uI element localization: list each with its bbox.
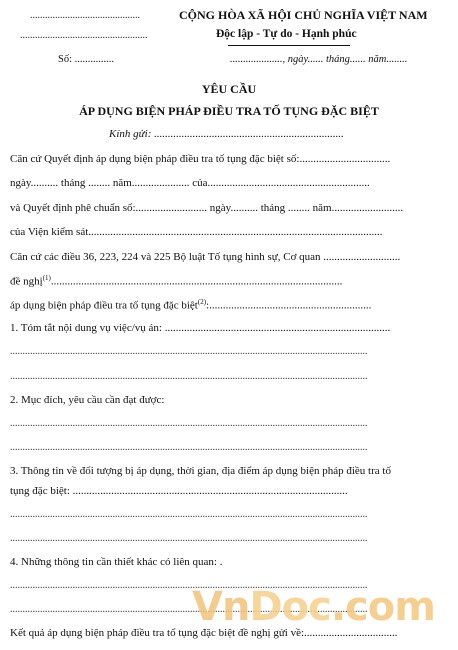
watermark-part-vn: Vn [192, 584, 250, 630]
document-subtitle: ÁP DỤNG BIỆN PHÁP ĐIỀU TRA TỐ TỤNG ĐẶC BIỆT [79, 104, 379, 118]
section-1-summary: 1. Tóm tắt nội dung vụ việc/vụ án: .................................................................................. [10, 322, 391, 334]
agency-name-line-1: ............................................ [30, 10, 140, 21]
approval-decision-line: và Quyết định phê chuẩn số:.......................... ngày.......... tháng ........ năm.......................... [10, 202, 404, 214]
basis-decision-line: Căn cứ Quyết định áp dụng biện pháp điều tra tố tụng đặc biệt số:................................. [10, 153, 391, 165]
request-dots: .......................................................................................................... [50, 275, 343, 288]
section-1-dotline-1: ............................................................................................................................................... [10, 346, 368, 357]
section-4-dotline-2: ............................................................................................................................................... [10, 604, 368, 615]
procuracy-line: của Viện kiểm sát........................................................................................................... [10, 226, 383, 238]
basis-date-line: ngày.......... tháng ........ năm..................... của........................................................... [10, 177, 370, 189]
section-3-subject-line-1: 3. Thông tin về đối tượng bị áp dụng, thời gian, địa điểm áp dụng biện pháp điều tra tố [10, 465, 391, 477]
motto-underline [228, 45, 350, 46]
measure-line [10, 298, 371, 312]
footnote-2: (2) [197, 298, 207, 306]
national-motto: Độc lập - Tự do - Hạnh phúc [216, 28, 357, 40]
section-3-dotline-1: ............................................................................................................................................... [10, 509, 368, 520]
recipient-line: Kính gửi: ..................................................................... [109, 128, 344, 140]
section-1-dotline-2: ............................................................................................................................................... [10, 371, 368, 382]
request-line [10, 274, 342, 288]
watermark-part-doc: Doc [249, 584, 331, 630]
vndoc-watermark-logo [192, 584, 435, 630]
national-name: CỘNG HÒA XÃ HỘI CHỦ NGHĨA VIỆT NAM [179, 8, 428, 22]
date-line: ...................., ngày...... tháng...... năm........ [230, 54, 408, 65]
watermark-part-com: .com [330, 584, 435, 630]
legal-basis-line: Căn cứ các điều 36, 223, 224 và 225 Bộ luật Tố tụng hình sự, Cơ quan ............................ [10, 251, 401, 263]
section-4-dotline-1: ............................................................................................................................................... [10, 580, 368, 591]
section-4-other-info: 4. Những thông tin cần thiết khác có liên quan: . [10, 556, 223, 568]
section-3-dotline-2: ............................................................................................................................................... [10, 533, 368, 544]
section-2-dotline-2: ............................................................................................................................................... [10, 442, 368, 453]
result-delivery-line: Kết quả áp dụng biện pháp điều tra tố tụng đặc biệt đề nghị gửi về:.................................. [10, 627, 398, 639]
document-title: YÊU CẦU [201, 82, 257, 96]
request-label: đề nghị [10, 275, 43, 288]
section-2-purpose: 2. Mục đích, yêu cầu cần đạt được: [10, 394, 165, 406]
agency-name-line-2: ................................................... [20, 30, 148, 41]
section-2-dotline-1: ............................................................................................................................................... [10, 418, 368, 429]
measure-label: áp dụng biện pháp điều tra tố tụng đặc biệt [10, 299, 198, 312]
section-3-subject-line-2: tụng đặc biệt: .................................................................................................... [10, 485, 348, 497]
document-number: Số: ............... [58, 54, 115, 65]
measure-dots: :........................................................... [206, 299, 372, 312]
footnote-1: (1) [42, 274, 51, 282]
